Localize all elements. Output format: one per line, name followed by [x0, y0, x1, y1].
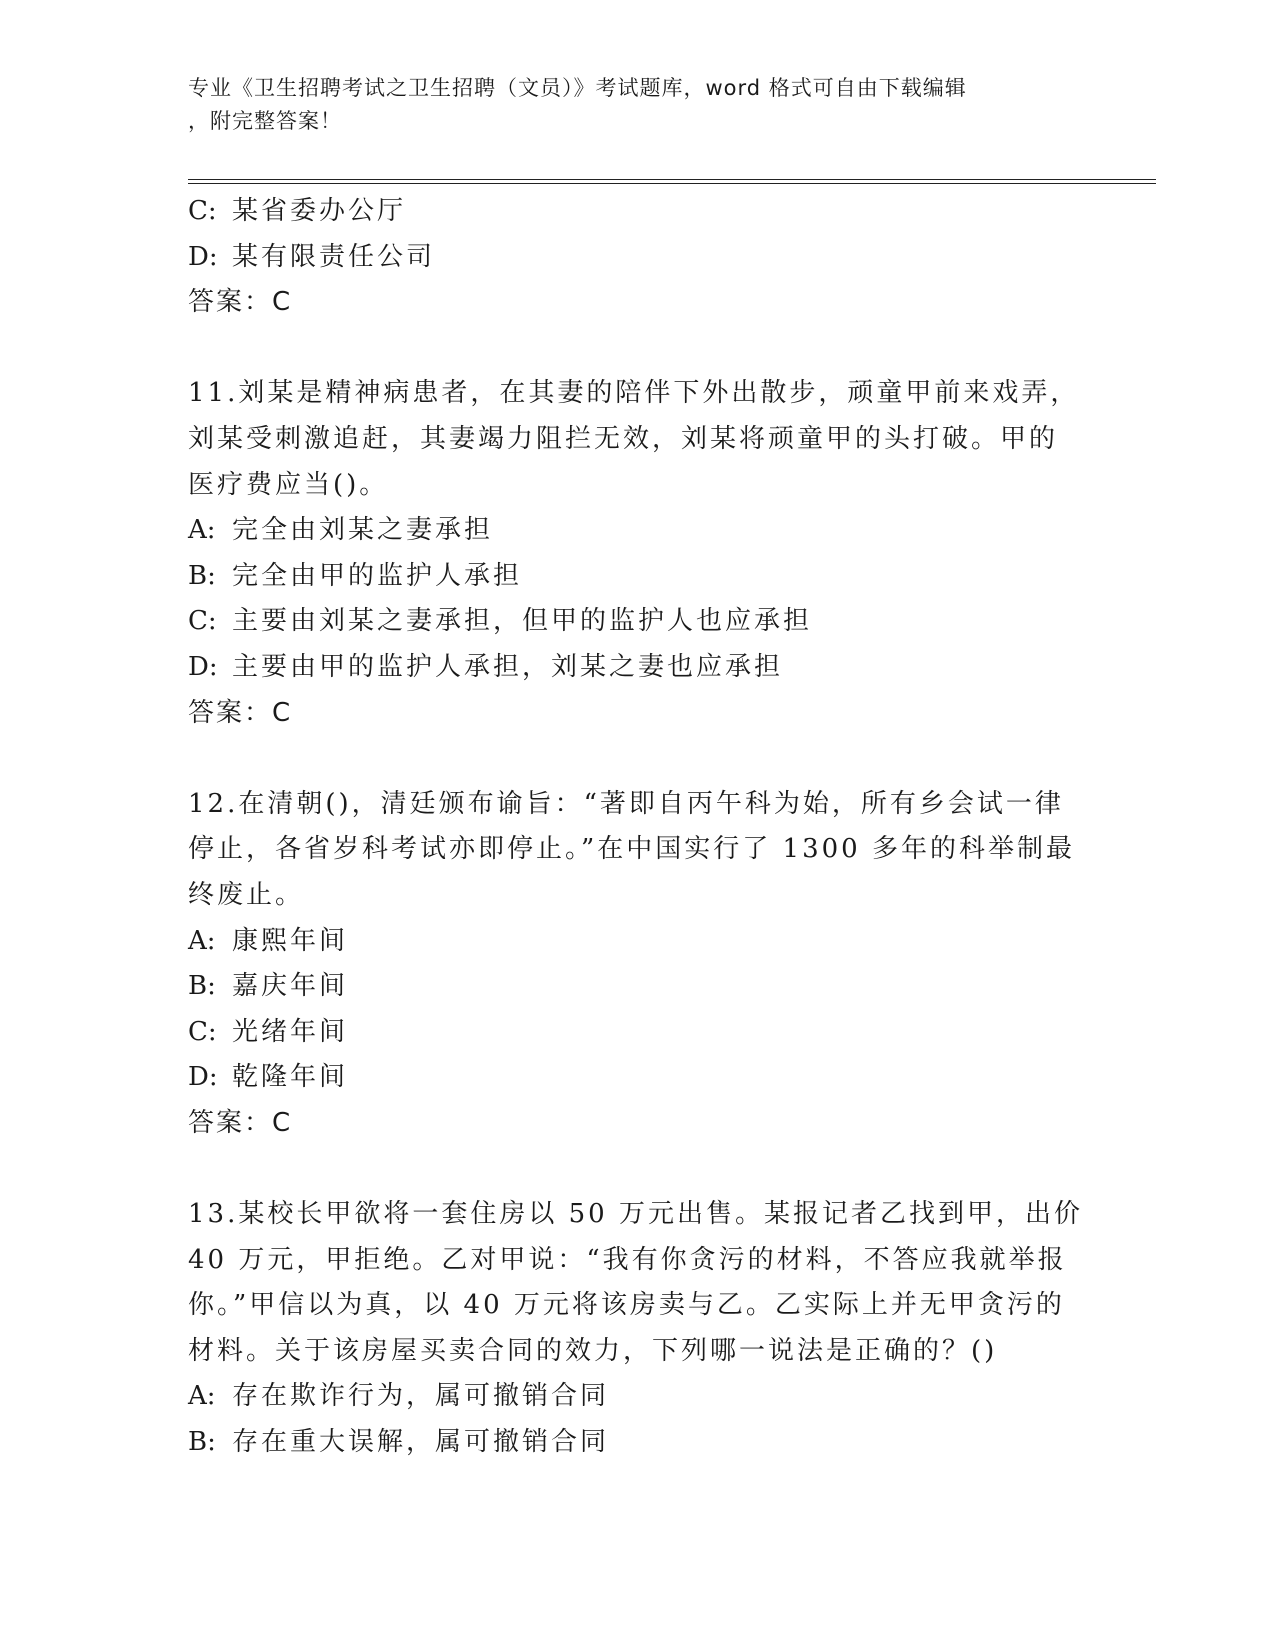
option-c: C: 主要由刘某之妻承担，但甲的监护人也应承担 — [188, 606, 813, 637]
question-text-line: 材料。关于该房屋买卖合同的效力，下列哪一说法是正确的？() — [188, 1335, 998, 1366]
question-text-line: 你。”甲信以为真，以 40 万元将该房卖与乙。乙实际上并无甲贪污的 — [188, 1290, 1065, 1321]
option-c: C: 某省委办公厅 — [188, 196, 407, 226]
answer-line: 答案：C — [188, 287, 293, 318]
prev-question-block — [188, 189, 1088, 326]
question-text-line: 停止，各省岁科考试亦即停止。”在中国实行了 1300 多年的科举制最 — [188, 834, 1075, 865]
question-text-line: 13.某校长甲欲将一套住房以 50 万元出售。某报记者乙找到甲，出价 — [188, 1199, 1083, 1230]
question-text-line: 终废止。 — [188, 879, 305, 910]
header-divider-top — [188, 179, 1156, 180]
answer-line: 答案：C — [188, 697, 293, 728]
question-text-line: 12.在清朝()，清廷颁布谕旨：“著即自丙午科为始，所有乡会试一律 — [188, 788, 1064, 819]
question-text-line: 40 万元，甲拒绝。乙对甲说：“我有你贪污的材料，不答应我就举报 — [188, 1244, 1067, 1275]
header-line-2: ，附完整答案！ — [188, 109, 342, 133]
header-divider-bottom — [188, 183, 1156, 184]
spacer — [188, 326, 1088, 372]
option-b: B: 完全由甲的监护人承担 — [188, 560, 523, 591]
option-a: A: 存在欺诈行为，属可撤销合同 — [188, 1381, 610, 1412]
option-d: D: 某有限责任公司 — [188, 241, 436, 272]
option-b: B: 存在重大误解，属可撤销合同 — [188, 1427, 610, 1458]
header-line-1: 专业《卫生招聘考试之卫生招聘（文员）》考试题库，word 格式可自由下载编辑 — [188, 76, 967, 100]
question-11 — [188, 371, 1088, 736]
option-a: A: 康熙年间 — [188, 925, 349, 956]
option-d: D: 乾隆年间 — [188, 1062, 349, 1093]
question-text-line: 11.刘某是精神病患者，在其妻的陪伴下外出散步，顽童甲前来戏弄， — [188, 378, 1080, 409]
question-text-line: 刘某受刺激追赶，其妻竭力阻拦无效，刘某将顽童甲的头打破。甲的 — [188, 423, 1059, 454]
answer-line: 答案：C — [188, 1107, 293, 1138]
option-b: B: 嘉庆年间 — [188, 971, 349, 1002]
question-12 — [188, 782, 1088, 1147]
spacer — [188, 1146, 1088, 1192]
question-13 — [188, 1192, 1088, 1466]
option-c: C: 光绪年间 — [188, 1016, 349, 1047]
document-header — [188, 72, 1068, 138]
document-body — [188, 189, 1088, 1466]
question-text-line: 医疗费应当()。 — [188, 469, 389, 500]
spacer — [188, 736, 1088, 782]
option-a: A: 完全由刘某之妻承担 — [188, 515, 494, 546]
option-d: D: 主要由甲的监护人承担，刘某之妻也应承担 — [188, 651, 784, 682]
